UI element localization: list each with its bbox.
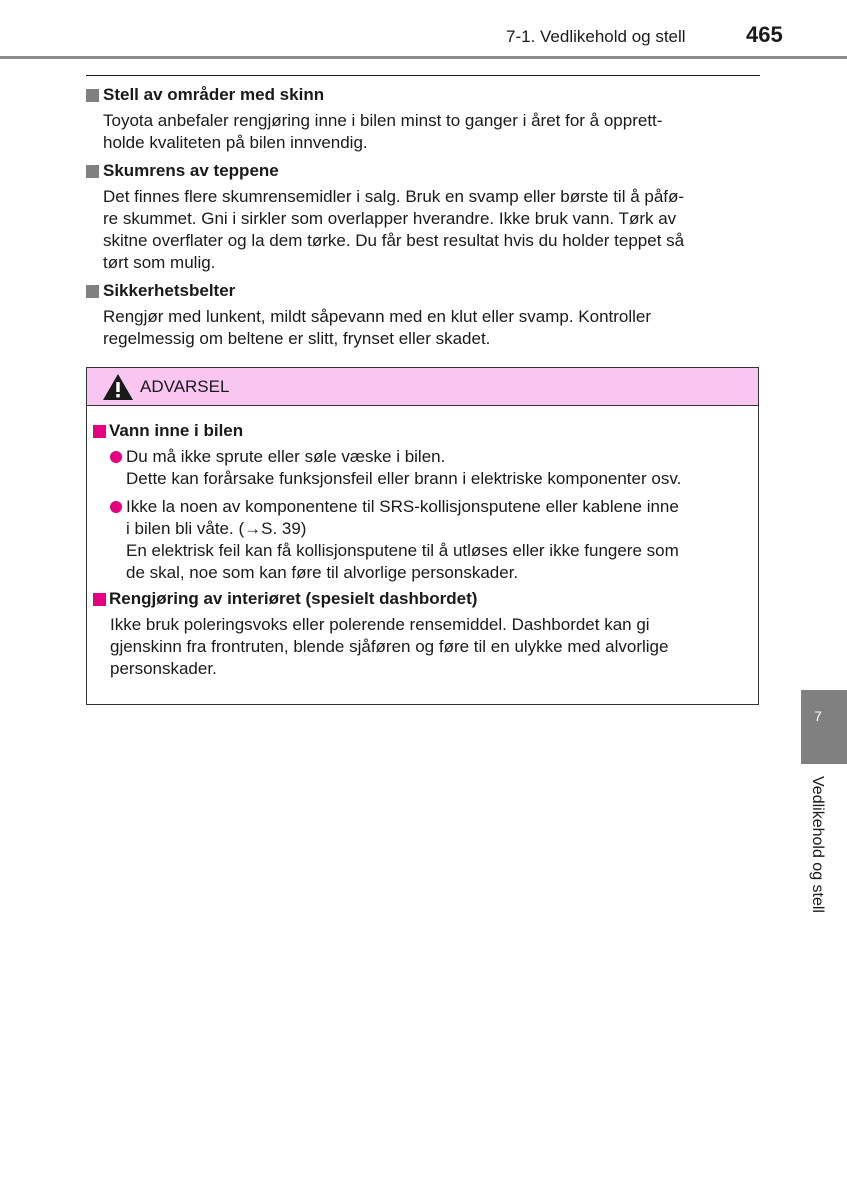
chapter-label: Vedlikehold og stell [809, 776, 826, 913]
section-heading-text: Stell av områder med skinn [103, 85, 325, 104]
circle-bullet-icon [110, 501, 122, 513]
section-body [86, 186, 755, 274]
warning-body [87, 406, 758, 680]
section-leather-care [86, 84, 755, 154]
warning-section-interior [93, 588, 746, 680]
content [86, 84, 755, 356]
text-line: En elektrisk feil kan få kollisjonsputene til å utløses eller ikke fungere som [126, 541, 679, 560]
text-line: tørt som mulig. [103, 253, 216, 272]
warning-box [86, 367, 759, 705]
square-bullet-icon [93, 425, 106, 438]
square-bullet-icon [86, 165, 99, 178]
text-line: Dette kan forårsake funksjonsfeil eller brann i elektriske komponenter osv. [126, 469, 682, 488]
warning-label: ADVARSEL [140, 376, 230, 396]
text-line: gjenskinn fra frontruten, blende sjåføren og føre til en ulykke med alvorlige [110, 637, 669, 656]
section-heading [86, 84, 755, 106]
text-line: de skal, noe som kan føre til alvorlige personskader. [126, 563, 519, 582]
section-heading [86, 280, 755, 302]
section-heading-text: Skumrens av teppene [103, 161, 279, 180]
section-heading [86, 160, 755, 182]
text-line: regelmessig om beltene er slitt, frynset eller skadet. [103, 329, 491, 348]
section-body [86, 306, 755, 350]
warning-bullet [110, 446, 746, 490]
square-bullet-icon [93, 593, 106, 606]
text-line: Toyota anbefaler rengjøring inne i bilen minst to ganger i året for å opprett- [103, 111, 663, 130]
chapter-number: 7 [814, 708, 822, 724]
text-line: personskader. [110, 659, 217, 678]
square-bullet-icon [86, 89, 99, 102]
text-line: Rengjør med lunkent, mildt såpevann med en klut eller svamp. Kontroller [103, 307, 652, 326]
text-line: skitne overflater og la dem tørke. Du får best resultat hvis du holder teppet så [103, 231, 685, 250]
text-line: re skummet. Gni i sirkler som overlapper hverandre. Ikke bruk vann. Tørk av [103, 209, 677, 228]
bullet-text [126, 496, 746, 584]
square-bullet-icon [86, 285, 99, 298]
warning-header [87, 368, 758, 406]
warning-section-heading [93, 420, 746, 442]
circle-bullet-icon [110, 451, 122, 463]
section-body [93, 614, 746, 680]
section-body [86, 110, 755, 154]
chapter-tab [801, 690, 847, 764]
page-number: 465 [746, 22, 783, 47]
text-line: Det finnes flere skumrensemidler i salg. Bruk en svamp eller børste til å påfø- [103, 187, 685, 206]
bullet-text [126, 446, 746, 490]
text-line: Du må ikke sprute eller søle væske i bilen. [126, 447, 446, 466]
content-top-divider [86, 75, 760, 76]
warning-section-heading-text: Vann inne i bilen [109, 421, 244, 440]
text-line: i bilen bli våte. (→S. 39) [126, 519, 307, 538]
warning-section-heading-text: Rengjøring av interiøret (spesielt dashbordet) [109, 589, 478, 608]
text-line: Ikke la noen av komponentene til SRS-kollisjonsputene eller kablene inne [126, 497, 679, 516]
text-line: holde kvaliteten på bilen innvendig. [103, 133, 368, 152]
section-carpet-foam [86, 160, 755, 274]
header-divider [0, 56, 847, 59]
section-heading-text: Sikkerhetsbelter [103, 281, 236, 300]
warning-triangle-icon [102, 373, 134, 401]
header-section-title: 7-1. Vedlikehold og stell [506, 27, 686, 46]
warning-bullet [110, 496, 746, 584]
warning-section-heading [93, 588, 746, 610]
section-seatbelts [86, 280, 755, 350]
warning-bullet-list [93, 446, 746, 584]
text-line: Ikke bruk poleringsvoks eller polerende rensemiddel. Dashbordet kan gi [110, 615, 650, 634]
